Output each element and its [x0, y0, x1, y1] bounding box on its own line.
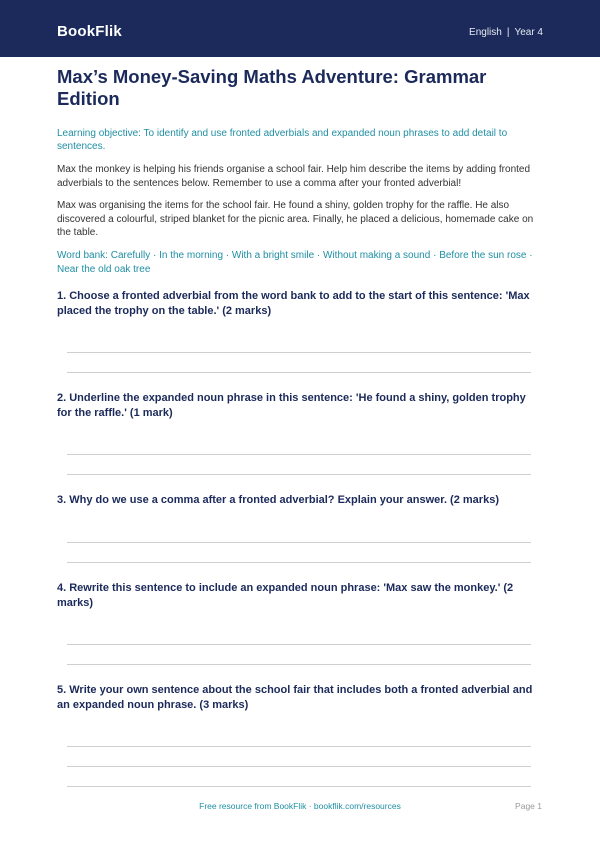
answer-line[interactable] [67, 766, 531, 767]
header-meta [469, 27, 543, 38]
answer-line[interactable] [67, 372, 531, 373]
question-text: 4. Rewrite this sentence to include an expanded noun phrase: 'Max saw the monkey.' (2 marks) [57, 582, 514, 609]
question-5 [57, 683, 543, 712]
page-title: Max’s Money-Saving Maths Adventure: Grammar Edition [57, 66, 487, 109]
question-3 [57, 493, 543, 508]
worksheet-intro [57, 66, 543, 277]
page-number: Page 1 [515, 801, 542, 811]
answer-line[interactable] [67, 562, 531, 563]
answer-line[interactable] [67, 454, 531, 455]
meta-separator: | [506, 27, 510, 38]
answer-line[interactable] [67, 644, 531, 645]
question-1 [57, 289, 543, 318]
learning-objective: Learning objective: To identify and use fronted adverbials and expanded noun phrases to add detail to sentences. [57, 128, 508, 152]
intro-paragraph: Max the monkey is helping his friends organise a school fair. Help him describe the items by adding fronted adverbials to the sentences below. Remember to use a comma after your fronted adverbial! [57, 164, 531, 189]
answer-line[interactable] [67, 352, 531, 353]
question-4 [57, 581, 543, 610]
answer-line[interactable] [67, 474, 531, 475]
footer-credit-link[interactable]: Free resource from BookFlik · bookflik.com/resources [199, 801, 401, 811]
question-text: 2. Underline the expanded noun phrase in this sentence: 'He found a shiny, golden trophy for the raffle.' (1 mark) [57, 392, 526, 419]
brand-logo[interactable]: BookFlik [57, 23, 122, 40]
story-passage: Max was organising the items for the school fair. He found a shiny, golden trophy for the raffle. He also discovered a colourful, striped blanket for the picnic area. Finally, he placed a delicious, homemade cake on the table. [57, 200, 534, 238]
word-bank: Word bank: Carefully · In the morning · With a bright smile · Without making a sound · Before the sun rose · Near the old oak tree [57, 249, 533, 275]
question-text: 1. Choose a fronted adverbial from the word bank to add to the start of this sentence: 'Max placed the trophy on the table.' (2 marks) [57, 290, 530, 317]
question-2 [57, 391, 543, 420]
answer-line[interactable] [67, 746, 531, 747]
top-header-bar [0, 0, 600, 57]
question-text: 5. Write your own sentence about the school fair that includes both a fronted adverbial and an expanded noun phrase. (3 marks) [57, 684, 533, 711]
answer-line[interactable] [67, 542, 531, 543]
subject-label: English [469, 27, 502, 38]
question-text: 3. Why do we use a comma after a fronted adverbial? Explain your answer. (2 marks) [57, 494, 499, 506]
year-label: Year 4 [514, 27, 543, 38]
answer-line[interactable] [67, 664, 531, 665]
answer-line[interactable] [67, 786, 531, 787]
